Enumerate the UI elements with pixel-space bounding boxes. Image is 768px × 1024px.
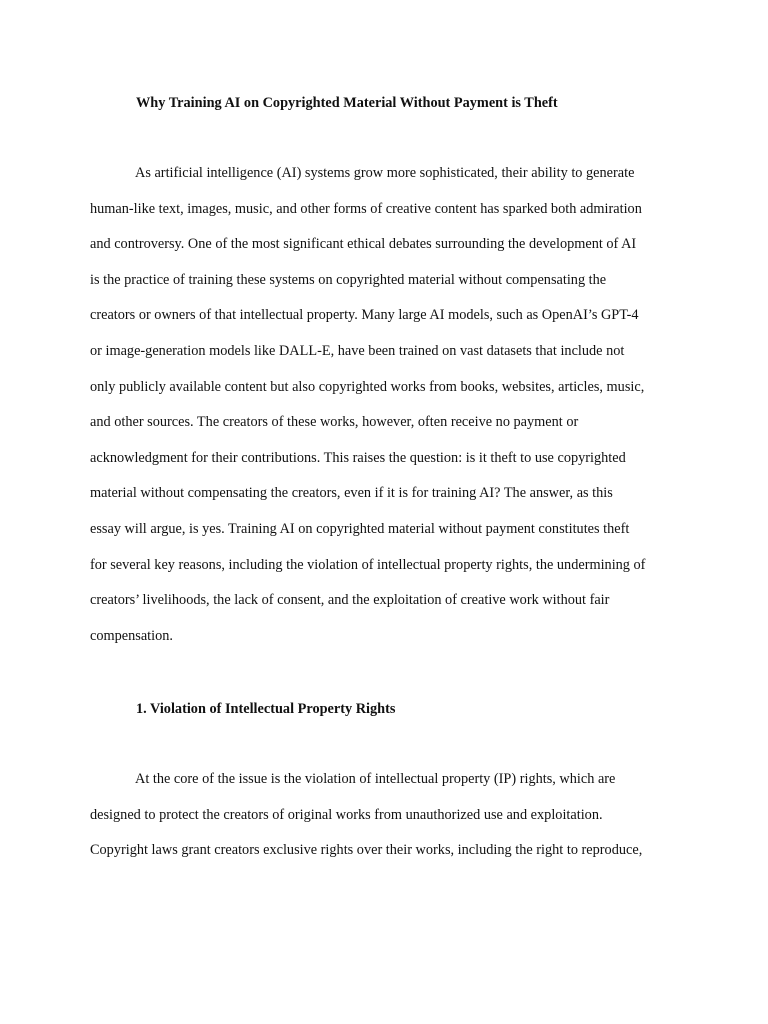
paragraph-line: or image-generation models like DALL-E, have been trained on vast datasets that include not [90,342,625,359]
paragraph-line: only publicly available content but also copyrighted works from books, websites, articles, music, [90,378,645,395]
paragraph-line: creators’ livelihoods, the lack of consent, and the exploitation of creative work without fair [90,592,610,609]
paragraph-line: is the practice of training these systems on copyrighted material without compensating the [90,271,607,288]
document-title: Why Training AI on Copyrighted Material Without Payment is Theft [136,95,558,111]
paragraph-line: human-like text, images, music, and other forms of creative content has sparked both admiration [90,200,642,217]
paragraph-line: As artificial intelligence (AI) systems grow more sophisticated, their ability to generate [135,165,635,181]
paragraph-line: designed to protect the creators of original works from unauthorized use and exploitation. [90,806,603,823]
paragraph-line: Copyright laws grant creators exclusive rights over their works, including the right to reproduce, [90,842,643,859]
paragraph-line: creators or owners of that intellectual property. Many large AI models, such as OpenAI’s GPT-4 [90,307,639,324]
intro-paragraph [90,156,690,654]
paragraph-line: material without compensating the creators, even if it is for training AI? The answer, as this [90,485,613,502]
section-heading: 1. Violation of Intellectual Property Rights [136,701,396,717]
section1-paragraph [90,762,690,869]
paragraph-line: essay will argue, is yes. Training AI on copyrighted material without payment constitutes theft [90,520,630,537]
paragraph-line: acknowledgment for their contributions. This raises the question: is it theft to use copyrighted [90,449,626,466]
paragraph-line: for several key reasons, including the violation of intellectual property rights, the undermining of [90,556,646,573]
paragraph-line: and controversy. One of the most significant ethical debates surrounding the development of AI [90,236,637,253]
paragraph-line: and other sources. The creators of these works, however, often receive no payment or [90,414,579,431]
paragraph-line: compensation. [90,627,173,644]
paragraph-line: At the core of the issue is the violation of intellectual property (IP) rights, which are [135,771,616,787]
